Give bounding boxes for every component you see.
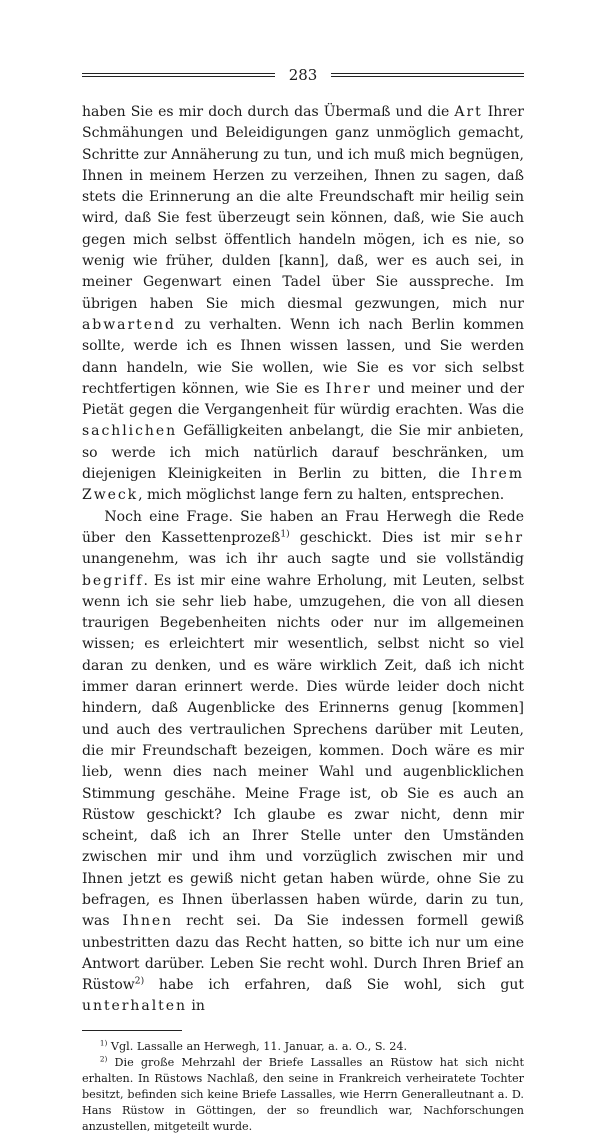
text-run: geschickt. Dies ist mir — [289, 529, 485, 546]
spaced-emphasis: Art — [454, 104, 483, 120]
text-run: recht sei. Da Sie indessen formell gewiß unbestritten dazu das Recht hatten, so bitte ich nur um eine Antwort darüber. Leben Sie recht wohl. Durch Ihren Brief an Rüstow — [82, 913, 524, 994]
body-text — [82, 102, 524, 1018]
footnote-divider — [82, 1030, 182, 1031]
text-run: Gefälligkeiten anbelangt, die Sie mir anbieten, so werde ich mich natürlich darauf beschränken, um diejenigen Kleinigkeiten in Berlin zu bitten, die — [82, 423, 524, 483]
footnote-marker: 2) — [134, 976, 145, 987]
spaced-emphasis: sehr — [484, 529, 524, 546]
page — [82, 62, 524, 1135]
header-rule-left — [82, 73, 275, 77]
spaced-emphasis: begriff — [82, 572, 144, 589]
text-run: habe ich erfahren, daß Sie wohl, sich gut — [144, 977, 524, 994]
text-run: unangenehm, was ich ihr auch sagte und sie vollständig — [82, 551, 524, 568]
header-rule-right — [331, 73, 524, 77]
footnote-1 — [82, 1039, 524, 1055]
paragraph-2 — [82, 507, 524, 1018]
paragraph-1 — [82, 102, 524, 507]
text-run: zu verhalten. Wenn ich nach Berlin kommen sollte, werde ich es Ihnen wissen lassen, und Sie werden dann handeln, wie Sie wollen, wie Sie es vor sich selbst rechtfertigen können, wie Sie es — [82, 316, 524, 397]
page-number: 283 — [288, 66, 318, 84]
footnote-marker: 2) — [99, 1054, 108, 1064]
footnote-2 — [82, 1055, 524, 1135]
text-run: . Es ist mir eine wahre Erholung, mit Leuten, selbst wenn ich sie sehr lieb habe, umzugehen, die von all diesen traurigen Begebenheiten nichts oder nur im allgemeinen wissen; es erleichtert mir wesentlich, selbst nicht so viel daran zu denken, und es wäre wirklich Zeit, daß ich nicht immer daran erinnert werde. Dies würde leider doch nicht hindern, daß Augenblicke des Erinnerns genug [kommen] und auch des vertraulichen Sprechens darüber mit Leuten, die mir Freundschaft bezeigen, kommen. Doch wäre es mir lieb, wenn dies nach meiner Wahl und augenblicklichen Stimmung geschähe. Meine Frage ist, ob Sie es auch an Rüstow geschickt? Ich glaube es zwar nicht, denn mir scheint, daß ich an Ihrer Stelle unter den Umständen zwischen mir und ihm und vorzüglich zwischen mir und Ihnen jetzt es gewiß nicht getan haben würde, ohne Sie zu befragen, es Ihnen überlassen haben würde, darin zu tun, was — [82, 572, 524, 930]
text-run: haben Sie es mir doch durch das Übermaß und die — [82, 104, 455, 120]
page-header — [82, 62, 524, 88]
spaced-emphasis: Ihrem Zweck — [82, 466, 524, 504]
spaced-emphasis: Ihrer — [325, 380, 372, 397]
footnotes — [82, 1039, 524, 1135]
text-run: Ihrer Schmähungen und Beleidigungen ganz unmöglich gemacht, Schritte zur Annäherung zu tun, und ich muß mich begnügen, Ihnen in meinem Herzen zu verzeihen, Ihnen zu sagen, daß stets die Erinnerung an die alte Freundschaft mir heilig sein wird, daß Sie fest überzeugt sein können, daß, wie Sie auch gegen mich selbst öffentlich handeln mögen, ich es nie, so wenig wie früher, dulden [kann], daß, wer es auch sei, in meiner Gegenwart einen Tadel über Sie ausspreche. Im übrigen haben Sie mich diesmal gezwungen, mich nur — [82, 104, 524, 312]
text-run: und meiner und der Pietät gegen die Vergangenheit für würdig erachten. Was die — [82, 380, 524, 419]
spaced-emphasis: Ihnen — [122, 913, 174, 930]
spaced-emphasis: abwartend — [82, 316, 176, 333]
text-run: Vgl. Lassalle an Herwegh, 11. Januar, a. a. O., S. 24. — [107, 1039, 408, 1053]
spaced-emphasis: sachlichen — [82, 423, 178, 440]
spaced-emphasis: unterhalten — [82, 998, 187, 1015]
text-run: Noch eine Frage. Sie haben an Frau Herwegh die Rede über den Kassettenprozeß — [82, 508, 524, 546]
text-run: , mich möglichst lange fern zu halten, entsprechen. — [138, 487, 505, 504]
text-run: Die große Mehrzahl der Briefe Lassalles an Rüstow hat sich nicht erhalten. In Rüstows Nachlaß, den seine in Frankreich verheiratete Tochter besitzt, befinden sich keine Briefe Lassalles, wie Herrn Generalleutnant a. D. Hans Rüstow in Göttingen, der so freundlich war, Nachforschungen anzustellen, mitgeteilt wurde. — [82, 1055, 524, 1133]
text-run: in — [186, 998, 205, 1015]
footnote-marker: 1) — [280, 529, 290, 540]
footnote-marker: 1) — [99, 1038, 108, 1048]
